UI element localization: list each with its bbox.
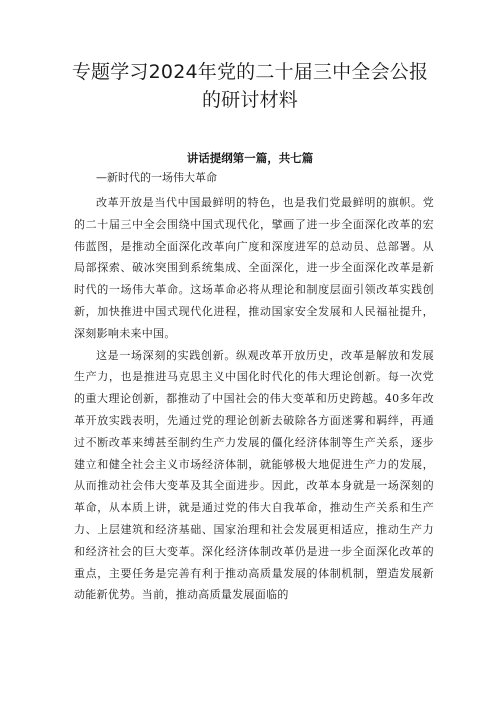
paragraph-2: 这是一场深刻的实践创新。纵观改革开放历史，改革是解放和发展生产力，也是推进马克思主义中国化时代化的伟大理论创新。每一次党的重大理论创新，都推动了中国社会的伟大变革和历史跨越。40多年改革开放实践表明，先通过党的理论创新去破除各方面迷雾和羁绊，再通过不断改革来缚甚至制约生产力发展的僵化经济体制等生产关系，逐步建立和健全社会主义市场经济体制，就能够极大地促进生产力的发展，从而推动社会伟大变革及其全面进步。因此，改革本身就是一场深刻的革命，从本质上讲，就是通过党的伟大自我革命，推动生产关系和生产力、上层建筑和经济基础、国家治理和社会发展更相适应，推动生产力和经济社会的巨大变革。深化经济体制改革仍是进一步全面深化改革的重点，主要任务是完善有利于推动高质量发展的体制机制，塑造发展新动能新优势。当前，推动高质量发展面临的	[74, 348, 434, 602]
document-title-line-1: 专题学习2024年党的二十届三中全会公报	[71, 61, 429, 83]
document-title-line-2: 的研讨材料	[201, 89, 298, 111]
document-body	[74, 192, 434, 606]
document-title	[40, 58, 460, 114]
section-subtitle: —新时代的一场伟大革命	[96, 171, 217, 184]
section-heading: 讲话提纲第一篇，共七篇	[186, 151, 314, 165]
paragraph-1: 改革开放是当代中国最鲜明的特色，也是我们党最鲜明的旗帜。党的二十届三中全会围绕中国式现代化，擘画了进一步全面深化改革的宏伟蓝图，是推动全面深化改革向广度和深度进军的总动员、总部署。从局部探索、破冰突围到系统集成、全面深化，进一步全面深化改革是新时代的一场伟大革命。这场革命必将从理论和制度层面引领改革实践创新，加快推进中国式现代化进程，推动国家安全发展和人民福祉提升，深刻影响未来中国。	[74, 196, 434, 340]
